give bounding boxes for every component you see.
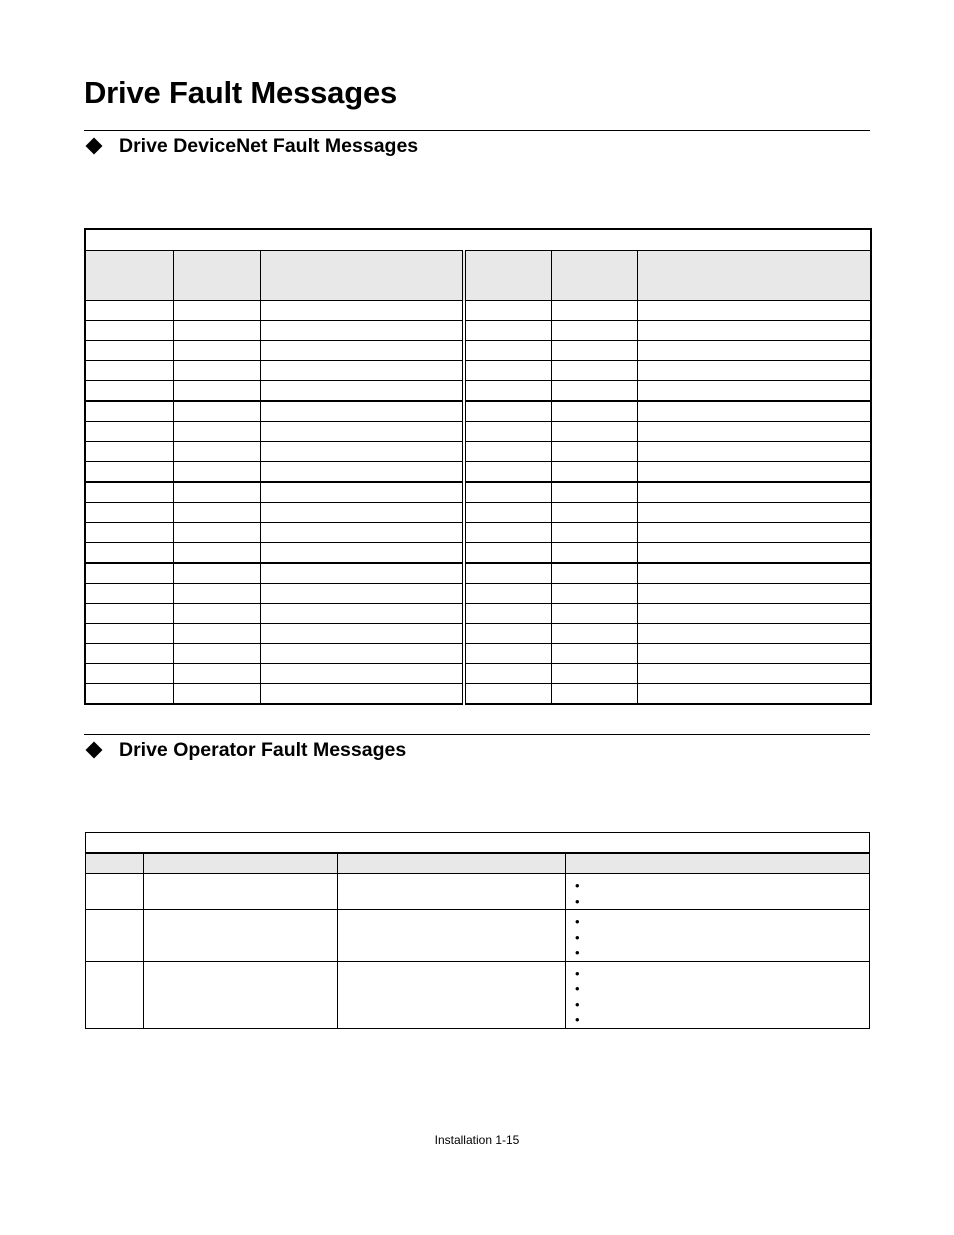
bullet-item: •	[575, 914, 580, 929]
table-cell	[637, 624, 871, 644]
table-cell	[85, 684, 173, 705]
table-row	[85, 422, 871, 442]
table-cell	[637, 321, 871, 341]
table-cell	[173, 422, 260, 442]
table-cell	[260, 482, 464, 503]
bullet-item: •	[575, 929, 580, 945]
table-row	[85, 462, 871, 483]
table-row	[85, 684, 871, 705]
table-cell	[551, 341, 637, 361]
diamond-bullet-icon	[86, 742, 103, 759]
table-cell	[173, 684, 260, 705]
table-row	[85, 664, 871, 684]
section-divider	[84, 130, 870, 131]
table-cell	[551, 664, 637, 684]
table-row	[85, 321, 871, 341]
table-row	[86, 910, 870, 962]
table-cell	[144, 910, 338, 962]
table-cell	[173, 624, 260, 644]
table-cell	[464, 563, 551, 584]
section-heading-operator	[84, 738, 406, 762]
table-cell	[260, 401, 464, 422]
table-cell	[551, 503, 637, 523]
table-cell	[464, 523, 551, 543]
bullet-item: •	[575, 981, 580, 996]
diamond-bullet-icon	[86, 138, 103, 155]
table-row	[85, 381, 871, 402]
table-cell	[464, 584, 551, 604]
table-row	[85, 543, 871, 564]
table-cell	[637, 401, 871, 422]
table-title-row	[86, 833, 870, 854]
table-row	[85, 584, 871, 604]
table-cell	[464, 644, 551, 664]
table-cell	[260, 584, 464, 604]
table-cell	[551, 624, 637, 644]
bullet-list	[566, 874, 869, 909]
table-cell	[144, 874, 338, 910]
table-cell	[338, 874, 566, 910]
table-row	[85, 604, 871, 624]
header-cell	[637, 251, 871, 301]
table-cell	[260, 604, 464, 624]
table-row	[85, 644, 871, 664]
bullet-item: •	[575, 1012, 580, 1027]
header-cell	[338, 853, 566, 874]
table-cell	[464, 543, 551, 564]
table-cell	[637, 644, 871, 664]
table-cell	[637, 482, 871, 503]
section-heading-text: Drive DeviceNet Fault Messages	[119, 135, 419, 157]
table-cell	[551, 361, 637, 381]
table-cell	[260, 543, 464, 564]
table-cell	[173, 361, 260, 381]
table-cell	[260, 503, 464, 523]
table-cell	[637, 604, 871, 624]
table-cell	[85, 604, 173, 624]
table-cell	[260, 422, 464, 442]
header-cell	[85, 251, 173, 301]
table-cell	[260, 563, 464, 584]
table-cell	[637, 442, 871, 462]
bullet-list	[566, 962, 869, 1028]
table-row	[86, 961, 870, 1028]
table-row	[85, 563, 871, 584]
table-cell	[173, 462, 260, 483]
table-cell	[85, 563, 173, 584]
table-cell	[173, 401, 260, 422]
header-cell	[551, 251, 637, 301]
devicenet-fault-table	[84, 228, 872, 705]
table-cell	[566, 874, 870, 910]
table-cell	[566, 961, 870, 1028]
table-cell	[551, 523, 637, 543]
bullet-list	[566, 910, 869, 961]
table-cell	[464, 462, 551, 483]
table-cell	[551, 422, 637, 442]
table-cell	[464, 321, 551, 341]
table-row	[85, 341, 871, 361]
header-cell	[566, 853, 870, 874]
table-cell	[551, 321, 637, 341]
table-cell	[637, 503, 871, 523]
bullet-item: •	[575, 893, 580, 909]
table-cell	[637, 684, 871, 705]
table-cell	[464, 381, 551, 402]
table-cell	[85, 624, 173, 644]
table-cell	[173, 563, 260, 584]
table-cell	[551, 442, 637, 462]
table-cell	[637, 584, 871, 604]
table-cell	[260, 381, 464, 402]
table-row	[85, 401, 871, 422]
table-cell	[173, 644, 260, 664]
table-cell	[637, 543, 871, 564]
table-cell	[637, 462, 871, 483]
table-cell	[464, 422, 551, 442]
table-cell	[173, 381, 260, 402]
table-cell	[86, 961, 144, 1028]
bullet-item: •	[575, 945, 580, 960]
table-cell	[551, 644, 637, 664]
table-cell	[551, 401, 637, 422]
table-cell	[637, 664, 871, 684]
table-cell	[637, 301, 871, 321]
page-footer: Installation 1-15	[434, 1133, 520, 1147]
table-cell	[86, 910, 144, 962]
table-cell	[464, 604, 551, 624]
table-cell	[260, 644, 464, 664]
table-row	[86, 874, 870, 910]
table-cell	[85, 442, 173, 462]
header-cell	[144, 853, 338, 874]
table-cell	[464, 301, 551, 321]
section-heading-devicenet	[84, 134, 418, 158]
table-cell	[173, 543, 260, 564]
table-cell	[260, 341, 464, 361]
table-cell	[173, 442, 260, 462]
table-cell	[464, 482, 551, 503]
table-cell	[637, 523, 871, 543]
table-cell	[464, 624, 551, 644]
table-cell	[173, 301, 260, 321]
table-title-row	[85, 229, 871, 251]
table-cell	[464, 442, 551, 462]
bullet-item: •	[575, 965, 580, 981]
table-cell	[637, 341, 871, 361]
table-cell	[551, 462, 637, 483]
table-cell	[464, 684, 551, 705]
table-cell	[551, 684, 637, 705]
header-cell	[464, 251, 551, 301]
table-row	[85, 361, 871, 381]
table-cell	[566, 910, 870, 962]
table-cell	[637, 361, 871, 381]
table-cell	[464, 341, 551, 361]
section-heading-text: Drive Operator Fault Messages	[119, 739, 407, 761]
table-cell	[260, 664, 464, 684]
table-row	[85, 482, 871, 503]
table-cell	[85, 523, 173, 543]
table-cell	[260, 301, 464, 321]
table-cell	[85, 301, 173, 321]
table-cell	[551, 543, 637, 564]
table-cell	[85, 543, 173, 564]
table-cell	[260, 462, 464, 483]
header-cell	[260, 251, 464, 301]
header-cell	[86, 853, 144, 874]
table-cell	[338, 961, 566, 1028]
table-cell	[260, 684, 464, 705]
table-cell	[85, 482, 173, 503]
table-cell	[173, 482, 260, 503]
table-cell	[551, 381, 637, 402]
table-title-cell	[85, 229, 871, 251]
table-title-cell	[86, 833, 870, 854]
table-cell	[85, 401, 173, 422]
header-cell	[173, 251, 260, 301]
table-cell	[260, 442, 464, 462]
table-cell	[85, 381, 173, 402]
table-cell	[260, 523, 464, 543]
table-cell	[85, 361, 173, 381]
table-cell	[86, 874, 144, 910]
table-cell	[173, 321, 260, 341]
table-cell	[637, 563, 871, 584]
table-cell	[464, 401, 551, 422]
table-cell	[464, 361, 551, 381]
table-cell	[173, 604, 260, 624]
table-cell	[85, 422, 173, 442]
table-cell	[85, 321, 173, 341]
table-cell	[260, 321, 464, 341]
table-row	[85, 442, 871, 462]
table-cell	[551, 301, 637, 321]
operator-fault-table	[85, 832, 870, 1029]
table-row	[85, 503, 871, 523]
table-cell	[464, 664, 551, 684]
table-cell	[551, 482, 637, 503]
table-cell	[85, 664, 173, 684]
table-cell	[173, 664, 260, 684]
bullet-item: •	[575, 878, 580, 893]
table-row	[85, 624, 871, 644]
table-header-row	[85, 251, 871, 301]
table-cell	[637, 381, 871, 402]
table-cell	[338, 910, 566, 962]
table-row	[85, 523, 871, 543]
table-cell	[85, 341, 173, 361]
page-title: Drive Fault Messages	[84, 75, 398, 110]
table-cell	[85, 503, 173, 523]
table-cell	[85, 462, 173, 483]
table-cell	[173, 523, 260, 543]
table-cell	[85, 584, 173, 604]
table-cell	[85, 644, 173, 664]
table-row	[85, 301, 871, 321]
table-cell	[464, 503, 551, 523]
table-cell	[173, 341, 260, 361]
table-cell	[260, 624, 464, 644]
table-cell	[173, 503, 260, 523]
section-divider	[84, 734, 870, 735]
table-cell	[551, 604, 637, 624]
table-cell	[551, 584, 637, 604]
bullet-item: •	[575, 996, 580, 1012]
table-cell	[173, 584, 260, 604]
table-cell	[260, 361, 464, 381]
table-cell	[551, 563, 637, 584]
table-cell	[144, 961, 338, 1028]
table-cell	[637, 422, 871, 442]
table-header-row	[86, 853, 870, 874]
